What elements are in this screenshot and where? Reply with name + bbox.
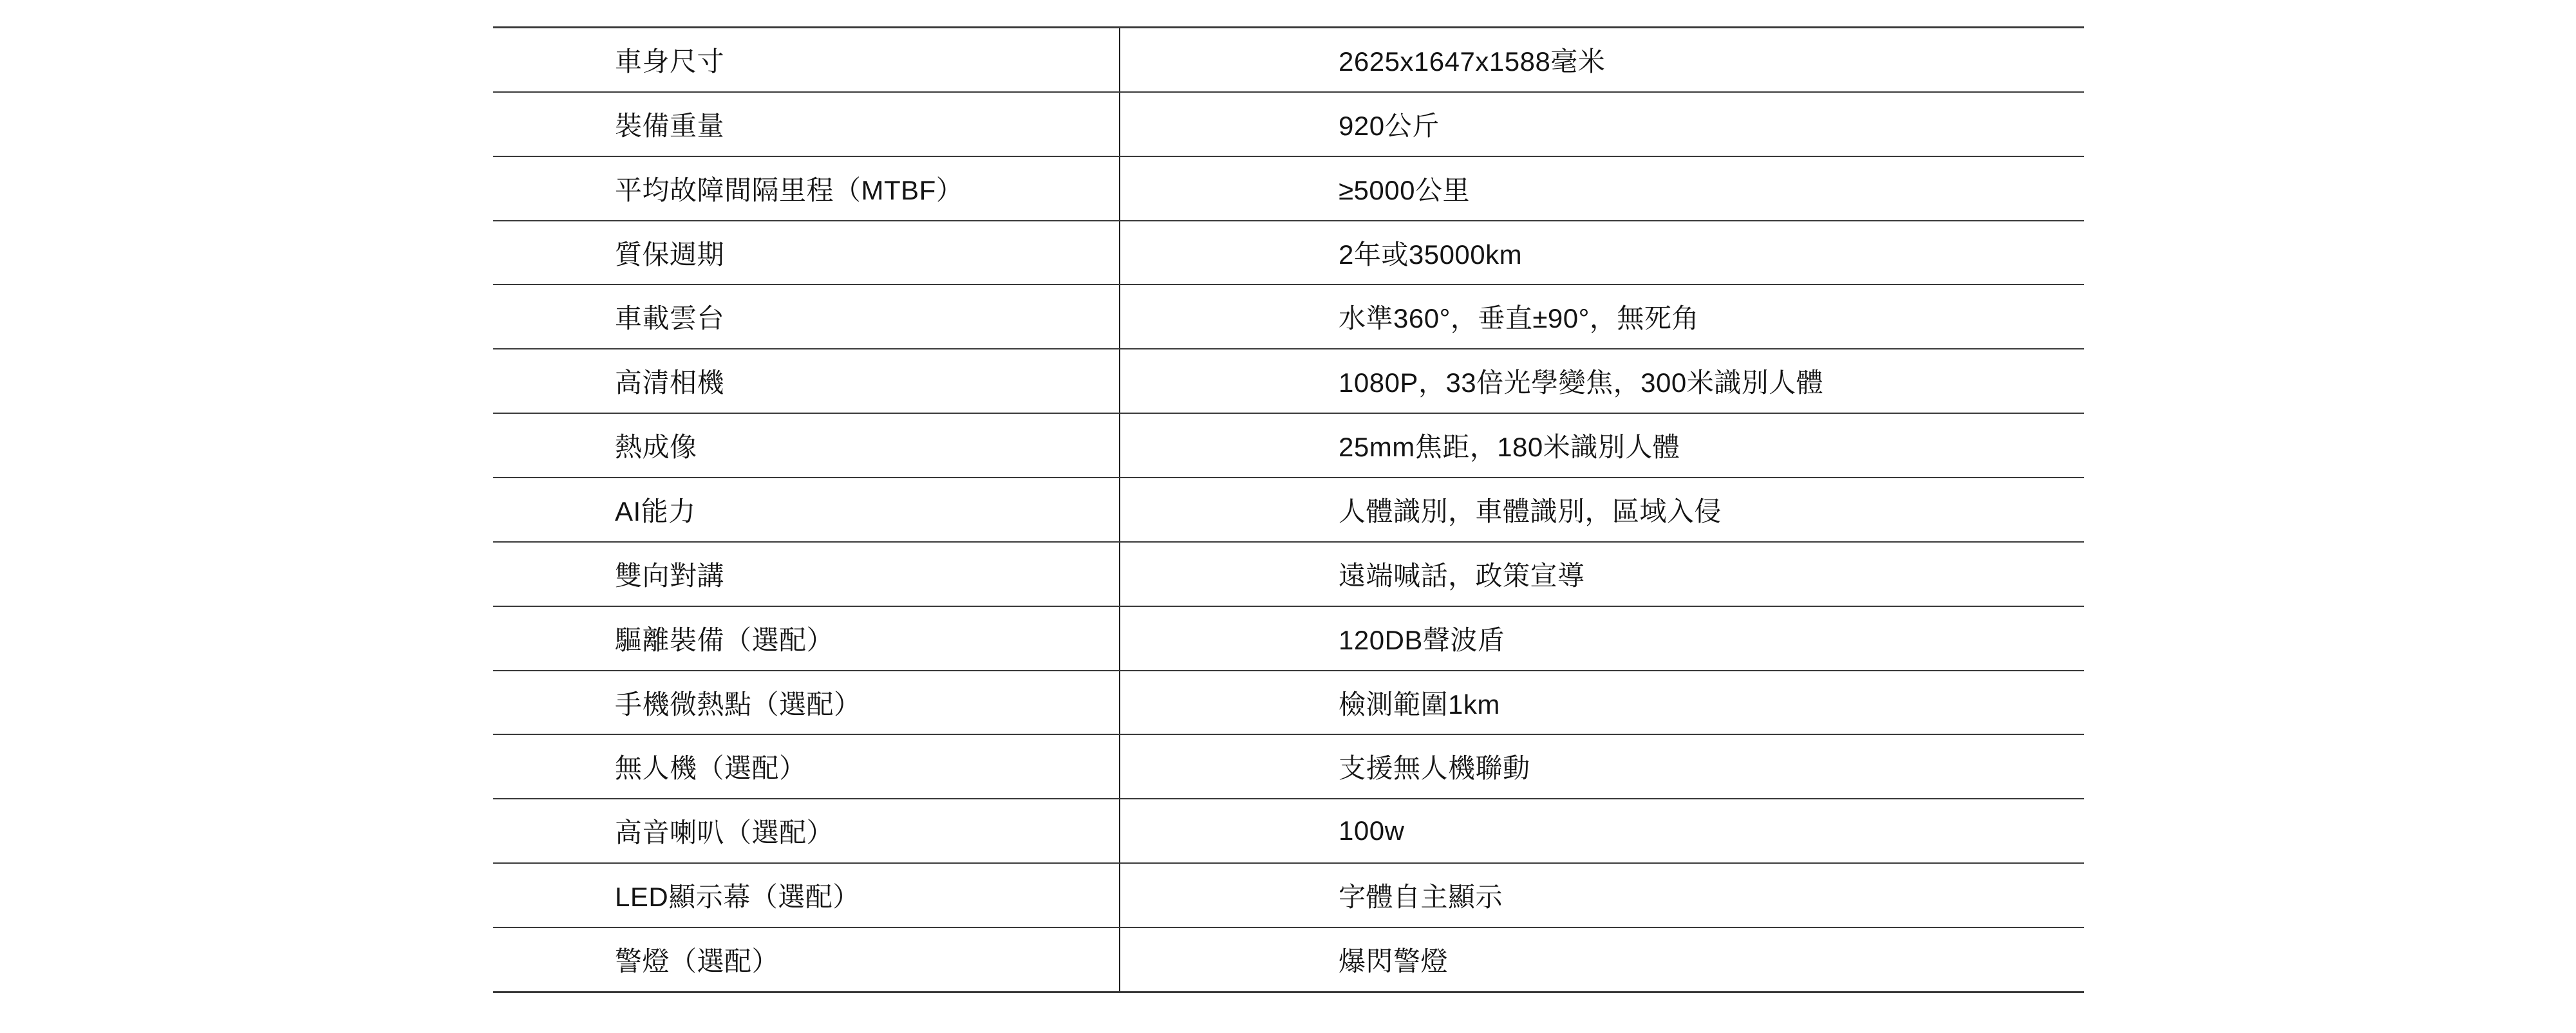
spec-label-cell xyxy=(493,221,1119,284)
spec-label-cell xyxy=(493,157,1119,220)
spec-label: 無人機（選配） xyxy=(615,753,807,784)
spec-value-cell xyxy=(1119,285,2084,348)
spec-label: 警燈（選配） xyxy=(615,945,780,976)
spec-label: 高清相機 xyxy=(615,368,725,398)
spec-value-cell xyxy=(1119,28,2084,91)
spec-label-cell xyxy=(493,285,1119,348)
spec-table xyxy=(493,26,2084,993)
spec-value: 遠端喊話，政策宣導 xyxy=(1339,560,1585,591)
spec-value: 2年或35000km xyxy=(1339,239,1523,270)
spec-value: 25mm焦距，180米識別人體 xyxy=(1339,432,1680,463)
spec-label: 手機微熱點（選配） xyxy=(615,689,861,720)
spec-value-cell xyxy=(1119,543,2084,606)
table-row xyxy=(493,543,2084,607)
table-row xyxy=(493,928,2084,991)
spec-value-cell xyxy=(1119,221,2084,284)
table-row xyxy=(493,478,2084,543)
spec-label: AI能力 xyxy=(615,496,696,526)
table-row xyxy=(493,799,2084,864)
spec-value-cell xyxy=(1119,607,2084,670)
spec-label-cell xyxy=(493,799,1119,862)
spec-label: 質保週期 xyxy=(615,239,725,270)
spec-value: 水準360°，垂直±90°，無死角 xyxy=(1339,303,1699,334)
table-row xyxy=(493,349,2084,414)
spec-label-cell xyxy=(493,928,1119,991)
table-row xyxy=(493,414,2084,478)
spec-label-cell xyxy=(493,414,1119,477)
spec-value: 100w xyxy=(1339,815,1405,846)
table-row xyxy=(493,864,2084,928)
table-row xyxy=(493,28,2084,93)
spec-value-cell xyxy=(1119,864,2084,927)
spec-label-cell xyxy=(493,607,1119,670)
spec-value-cell xyxy=(1119,349,2084,413)
table-row xyxy=(493,607,2084,671)
spec-value-cell xyxy=(1119,93,2084,156)
table-row xyxy=(493,671,2084,736)
spec-value-cell xyxy=(1119,735,2084,798)
spec-label: 車身尺寸 xyxy=(615,46,725,77)
spec-label: 熱成像 xyxy=(615,432,697,463)
spec-label-cell xyxy=(493,28,1119,91)
spec-label-cell xyxy=(493,543,1119,606)
table-row xyxy=(493,221,2084,286)
table-row xyxy=(493,157,2084,221)
spec-value: 字體自主顯示 xyxy=(1339,882,1503,913)
spec-label-cell xyxy=(493,671,1119,734)
table-row xyxy=(493,735,2084,799)
spec-value: 爆閃警燈 xyxy=(1339,945,1449,976)
spec-value: 檢測範圍1km xyxy=(1339,689,1500,720)
spec-label-cell xyxy=(493,478,1119,541)
spec-label: 平均故障間隔里程（MTBF） xyxy=(615,174,964,205)
spec-label: 裝備重量 xyxy=(615,110,725,141)
spec-value: 人體識別，車體識別，區域入侵 xyxy=(1339,496,1722,526)
spec-value-cell xyxy=(1119,414,2084,477)
spec-label: 車載雲台 xyxy=(615,303,725,334)
spec-value-cell xyxy=(1119,928,2084,991)
spec-value-cell xyxy=(1119,157,2084,220)
spec-value: 120DB聲波盾 xyxy=(1339,624,1505,655)
spec-value-cell xyxy=(1119,478,2084,541)
spec-value-cell xyxy=(1119,799,2084,862)
spec-label-cell xyxy=(493,93,1119,156)
spec-label-cell xyxy=(493,864,1119,927)
spec-value: ≥5000公里 xyxy=(1339,174,1470,205)
table-row xyxy=(493,93,2084,157)
table-row xyxy=(493,285,2084,349)
spec-label: 高音喇叭（選配） xyxy=(615,817,834,848)
spec-label-cell xyxy=(493,349,1119,413)
spec-label: 雙向對講 xyxy=(615,560,725,591)
spec-label: 驅離裝備（選配） xyxy=(615,624,834,655)
spec-value: 支援無人機聯動 xyxy=(1339,753,1530,784)
spec-label: LED顯示幕（選配） xyxy=(615,882,860,913)
spec-value: 1080P，33倍光學變焦，300米識別人體 xyxy=(1339,368,1824,398)
spec-value: 920公斤 xyxy=(1339,110,1440,141)
spec-value-cell xyxy=(1119,671,2084,734)
spec-label-cell xyxy=(493,735,1119,798)
spec-value: 2625x1647x1588毫米 xyxy=(1339,46,1606,77)
